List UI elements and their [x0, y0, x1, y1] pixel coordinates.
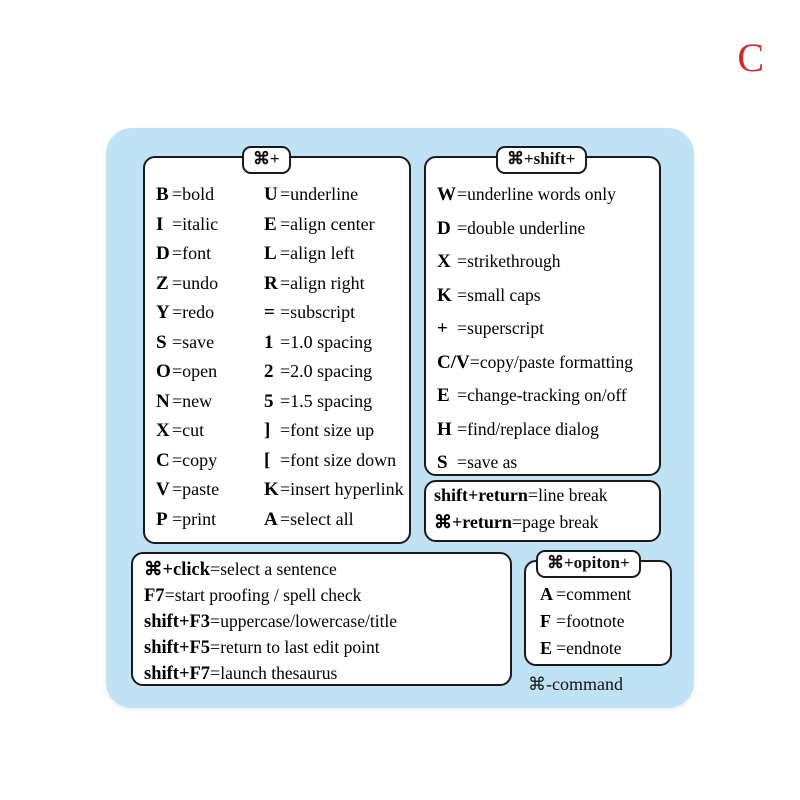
shortcut-row: [437, 419, 653, 453]
shift-shortcuts-list: [426, 184, 659, 486]
shortcut-row: [156, 420, 264, 450]
shortcut-desc: align left: [290, 243, 355, 263]
shortcut-desc: select a sentence: [220, 559, 337, 579]
shortcut-desc: endnote: [566, 638, 622, 658]
shortcut-equals: =: [280, 184, 291, 204]
shortcut-row: [156, 273, 264, 303]
shortcut-equals: =: [556, 611, 567, 631]
shortcut-row: [437, 318, 653, 352]
shortcut-key: [: [264, 449, 271, 471]
shortcut-key: 2: [264, 361, 274, 382]
shortcut-desc: paste: [182, 479, 220, 499]
shortcut-key: D: [156, 243, 170, 264]
shortcut-key: X: [156, 420, 170, 441]
shortcut-equals: =: [210, 559, 221, 579]
shortcut-key: 1: [264, 331, 274, 353]
shortcut-row: [264, 302, 402, 332]
shortcut-equals: =: [457, 251, 468, 271]
shortcut-key: E: [264, 213, 277, 235]
shortcut-desc: italic: [182, 213, 219, 234]
shortcut-row: [156, 391, 264, 421]
shortcut-equals: =: [172, 184, 183, 204]
shortcut-desc: small caps: [467, 284, 541, 305]
shortcut-equals: =: [280, 390, 291, 411]
shortcut-key: L: [264, 243, 277, 264]
shortcut-desc: redo: [182, 302, 215, 322]
shortcut-equals: =: [280, 361, 291, 381]
shortcut-row: [133, 637, 510, 663]
shortcut-equals: =: [469, 351, 480, 372]
shortcut-row: [264, 391, 402, 421]
shortcut-equals: =: [511, 512, 523, 532]
shortcut-row: [133, 559, 510, 585]
shortcut-key: V: [156, 479, 170, 500]
shortcut-row: [437, 352, 653, 386]
shortcut-equals: =: [172, 213, 183, 234]
shortcut-key: D: [437, 217, 451, 239]
shortcut-desc: return to last edit point: [220, 637, 380, 657]
shortcut-key: A: [264, 508, 278, 530]
shortcut-key: P: [156, 508, 168, 530]
shortcut-key: S: [156, 331, 167, 353]
shortcut-equals: =: [210, 637, 221, 657]
shortcut-desc: footnote: [566, 611, 625, 631]
shortcut-key: Y: [156, 302, 170, 323]
shortcut-row: [156, 214, 264, 244]
shortcut-desc: uppercase/lowercase/title: [220, 611, 398, 631]
shortcut-equals: =: [457, 284, 468, 305]
shortcut-desc: double underline: [467, 217, 586, 238]
shortcut-key: =: [264, 302, 275, 323]
shortcut-row: [264, 273, 402, 303]
shortcut-row: [437, 285, 653, 319]
shortcut-row: [156, 479, 264, 509]
shortcut-row: [264, 479, 402, 509]
shortcut-row: [437, 385, 653, 419]
shortcut-desc: print: [182, 508, 217, 529]
shortcut-key: X: [437, 251, 451, 272]
shortcut-row: [133, 611, 510, 637]
shortcut-equals: =: [280, 449, 291, 470]
shortcut-desc: font size down: [290, 449, 397, 470]
shortcut-equals: =: [280, 331, 291, 352]
shortcut-row: [156, 509, 264, 539]
shortcut-desc: page break: [522, 512, 599, 532]
shortcut-key: ]: [264, 420, 271, 441]
shortcut-row: [264, 332, 402, 362]
shortcut-equals: =: [172, 449, 183, 470]
shortcut-equals: =: [280, 479, 291, 499]
command-key-legend: ⌘-command: [528, 674, 623, 694]
shortcut-equals: =: [280, 302, 291, 322]
shortcut-key: Z: [156, 272, 169, 294]
shortcut-row: [264, 420, 402, 450]
shortcut-desc: insert hyperlink: [290, 479, 404, 499]
shortcut-equals: =: [164, 585, 175, 605]
shortcut-desc: cut: [182, 420, 205, 440]
shortcut-key: I: [156, 213, 164, 235]
shortcut-key: E: [540, 638, 553, 658]
shortcut-desc: copy/paste formatting: [479, 351, 633, 372]
shortcut-row: [133, 585, 510, 611]
shortcut-equals: =: [172, 331, 183, 352]
command-shortcuts-panel: [143, 156, 411, 544]
shortcut-key: shift+F5: [144, 638, 211, 658]
shortcut-desc: font: [182, 243, 212, 263]
shortcut-key: C/V: [437, 351, 470, 373]
shortcut-sticker-card: [106, 128, 694, 708]
shortcut-key: shift+return: [434, 485, 528, 505]
command-panel-tab-label: ⌘+: [242, 146, 291, 174]
shortcut-desc: new: [182, 390, 213, 411]
shortcut-equals: =: [210, 663, 221, 683]
shortcut-row: [133, 663, 510, 689]
shortcut-equals: =: [280, 508, 291, 529]
shortcut-key: N: [156, 390, 170, 412]
shortcut-row: [437, 218, 653, 252]
shortcut-desc: strikethrough: [467, 251, 561, 271]
shortcut-key: K: [437, 284, 452, 306]
shortcut-equals: =: [280, 213, 291, 234]
shortcut-key: C: [156, 449, 170, 471]
command-shortcuts-columns: [145, 184, 409, 538]
shortcut-equals: =: [457, 318, 468, 338]
shortcut-desc: bold: [182, 184, 215, 204]
shortcut-key: S: [437, 452, 448, 473]
shortcut-desc: underline words only: [467, 184, 616, 204]
function-key-shortcuts-panel: [131, 552, 512, 686]
shortcut-equals: =: [172, 272, 183, 293]
shortcut-desc: start proofing / spell check: [174, 585, 362, 605]
shortcut-equals: =: [280, 243, 291, 263]
command-column-left: [156, 184, 264, 538]
shortcut-row: [156, 184, 264, 214]
shortcut-equals: =: [556, 584, 567, 604]
shortcut-equals: =: [556, 638, 567, 658]
shortcut-desc: 1.0 spacing: [290, 331, 373, 352]
shortcut-equals: =: [527, 485, 539, 505]
shortcut-key: O: [156, 361, 171, 382]
shortcut-desc: change-tracking on/off: [467, 385, 627, 405]
shortcut-row: [264, 243, 402, 273]
shortcut-desc: font size up: [290, 420, 375, 440]
corner-letter: C: [737, 35, 764, 80]
shortcut-desc: undo: [182, 272, 219, 293]
shortcut-key: E: [437, 385, 450, 406]
shortcut-desc: 1.5 spacing: [290, 390, 373, 411]
shortcut-key: R: [264, 272, 278, 294]
shortcut-equals: =: [457, 217, 468, 238]
shortcut-equals: =: [280, 420, 291, 440]
shortcut-key: F: [540, 611, 551, 631]
shortcut-row: [264, 361, 402, 391]
shortcut-equals: =: [457, 452, 468, 472]
shortcut-key: 5: [264, 390, 274, 412]
shortcut-equals: =: [210, 611, 221, 631]
shortcut-key: ⌘+click: [144, 560, 211, 580]
command-column-right: [264, 184, 402, 538]
shortcut-equals: =: [172, 508, 183, 529]
shortcut-row: [156, 302, 264, 332]
shortcut-equals: =: [172, 243, 183, 263]
shortcut-equals: =: [172, 390, 183, 411]
shortcut-desc: align center: [290, 213, 375, 234]
shortcut-row: [426, 485, 659, 512]
shortcut-row: [156, 332, 264, 362]
shortcut-key: H: [437, 418, 452, 440]
shortcut-key: K: [264, 479, 279, 500]
shortcut-key: U: [264, 184, 278, 205]
shortcut-desc: underline: [290, 184, 359, 204]
shortcut-row: [540, 638, 663, 665]
shortcut-key: shift+F3: [144, 612, 211, 632]
shortcut-desc: save: [182, 331, 215, 352]
shortcut-desc: 2.0 spacing: [290, 361, 373, 381]
option-panel-tab-label: ⌘+opiton+: [536, 550, 641, 578]
shortcut-row: [540, 584, 663, 611]
shortcut-desc: line break: [538, 485, 608, 505]
shortcut-desc: align right: [290, 272, 365, 293]
shortcut-desc: save as: [467, 452, 518, 472]
shortcut-desc: superscript: [467, 318, 544, 338]
shortcut-desc: select all: [290, 508, 354, 529]
shortcut-key: W: [437, 184, 456, 205]
shortcut-equals: =: [457, 418, 468, 439]
shortcut-key: F7: [144, 586, 165, 606]
shortcut-equals: =: [457, 385, 468, 405]
shortcut-row: [264, 214, 402, 244]
shortcut-key: B: [156, 184, 169, 205]
command-shift-shortcuts-panel: [424, 156, 661, 476]
shortcut-row: [540, 611, 663, 638]
shortcut-desc: subscript: [290, 302, 356, 322]
shortcut-row: [437, 184, 653, 218]
shortcut-row: [264, 184, 402, 214]
shortcut-key: +: [437, 318, 448, 339]
shortcut-equals: =: [172, 420, 183, 440]
shortcut-equals: =: [172, 479, 183, 499]
option-shortcuts-list: [526, 584, 670, 665]
shortcut-row: [156, 361, 264, 391]
shortcut-row: [264, 509, 402, 539]
shortcut-desc: open: [182, 361, 218, 381]
shortcut-equals: =: [457, 184, 468, 204]
shortcut-desc: launch thesaurus: [220, 663, 338, 683]
shortcut-row: [156, 243, 264, 273]
shortcut-row: [437, 251, 653, 285]
shortcut-desc: find/replace dialog: [467, 418, 599, 439]
shortcut-key: A: [540, 584, 553, 604]
shortcut-key: shift+F7: [144, 664, 211, 684]
shortcut-row: [156, 450, 264, 480]
shortcut-desc: comment: [566, 584, 632, 604]
break-shortcuts-panel: [424, 480, 661, 542]
shortcut-equals: =: [172, 361, 183, 381]
shortcut-row: [264, 450, 402, 480]
shortcut-equals: =: [172, 302, 183, 322]
shift-panel-tab-label: ⌘+shift+: [496, 146, 587, 174]
shortcut-desc: copy: [182, 449, 218, 470]
shortcut-row: [426, 512, 659, 539]
shortcut-key: ⌘+return: [434, 512, 512, 532]
shortcut-equals: =: [280, 272, 291, 293]
